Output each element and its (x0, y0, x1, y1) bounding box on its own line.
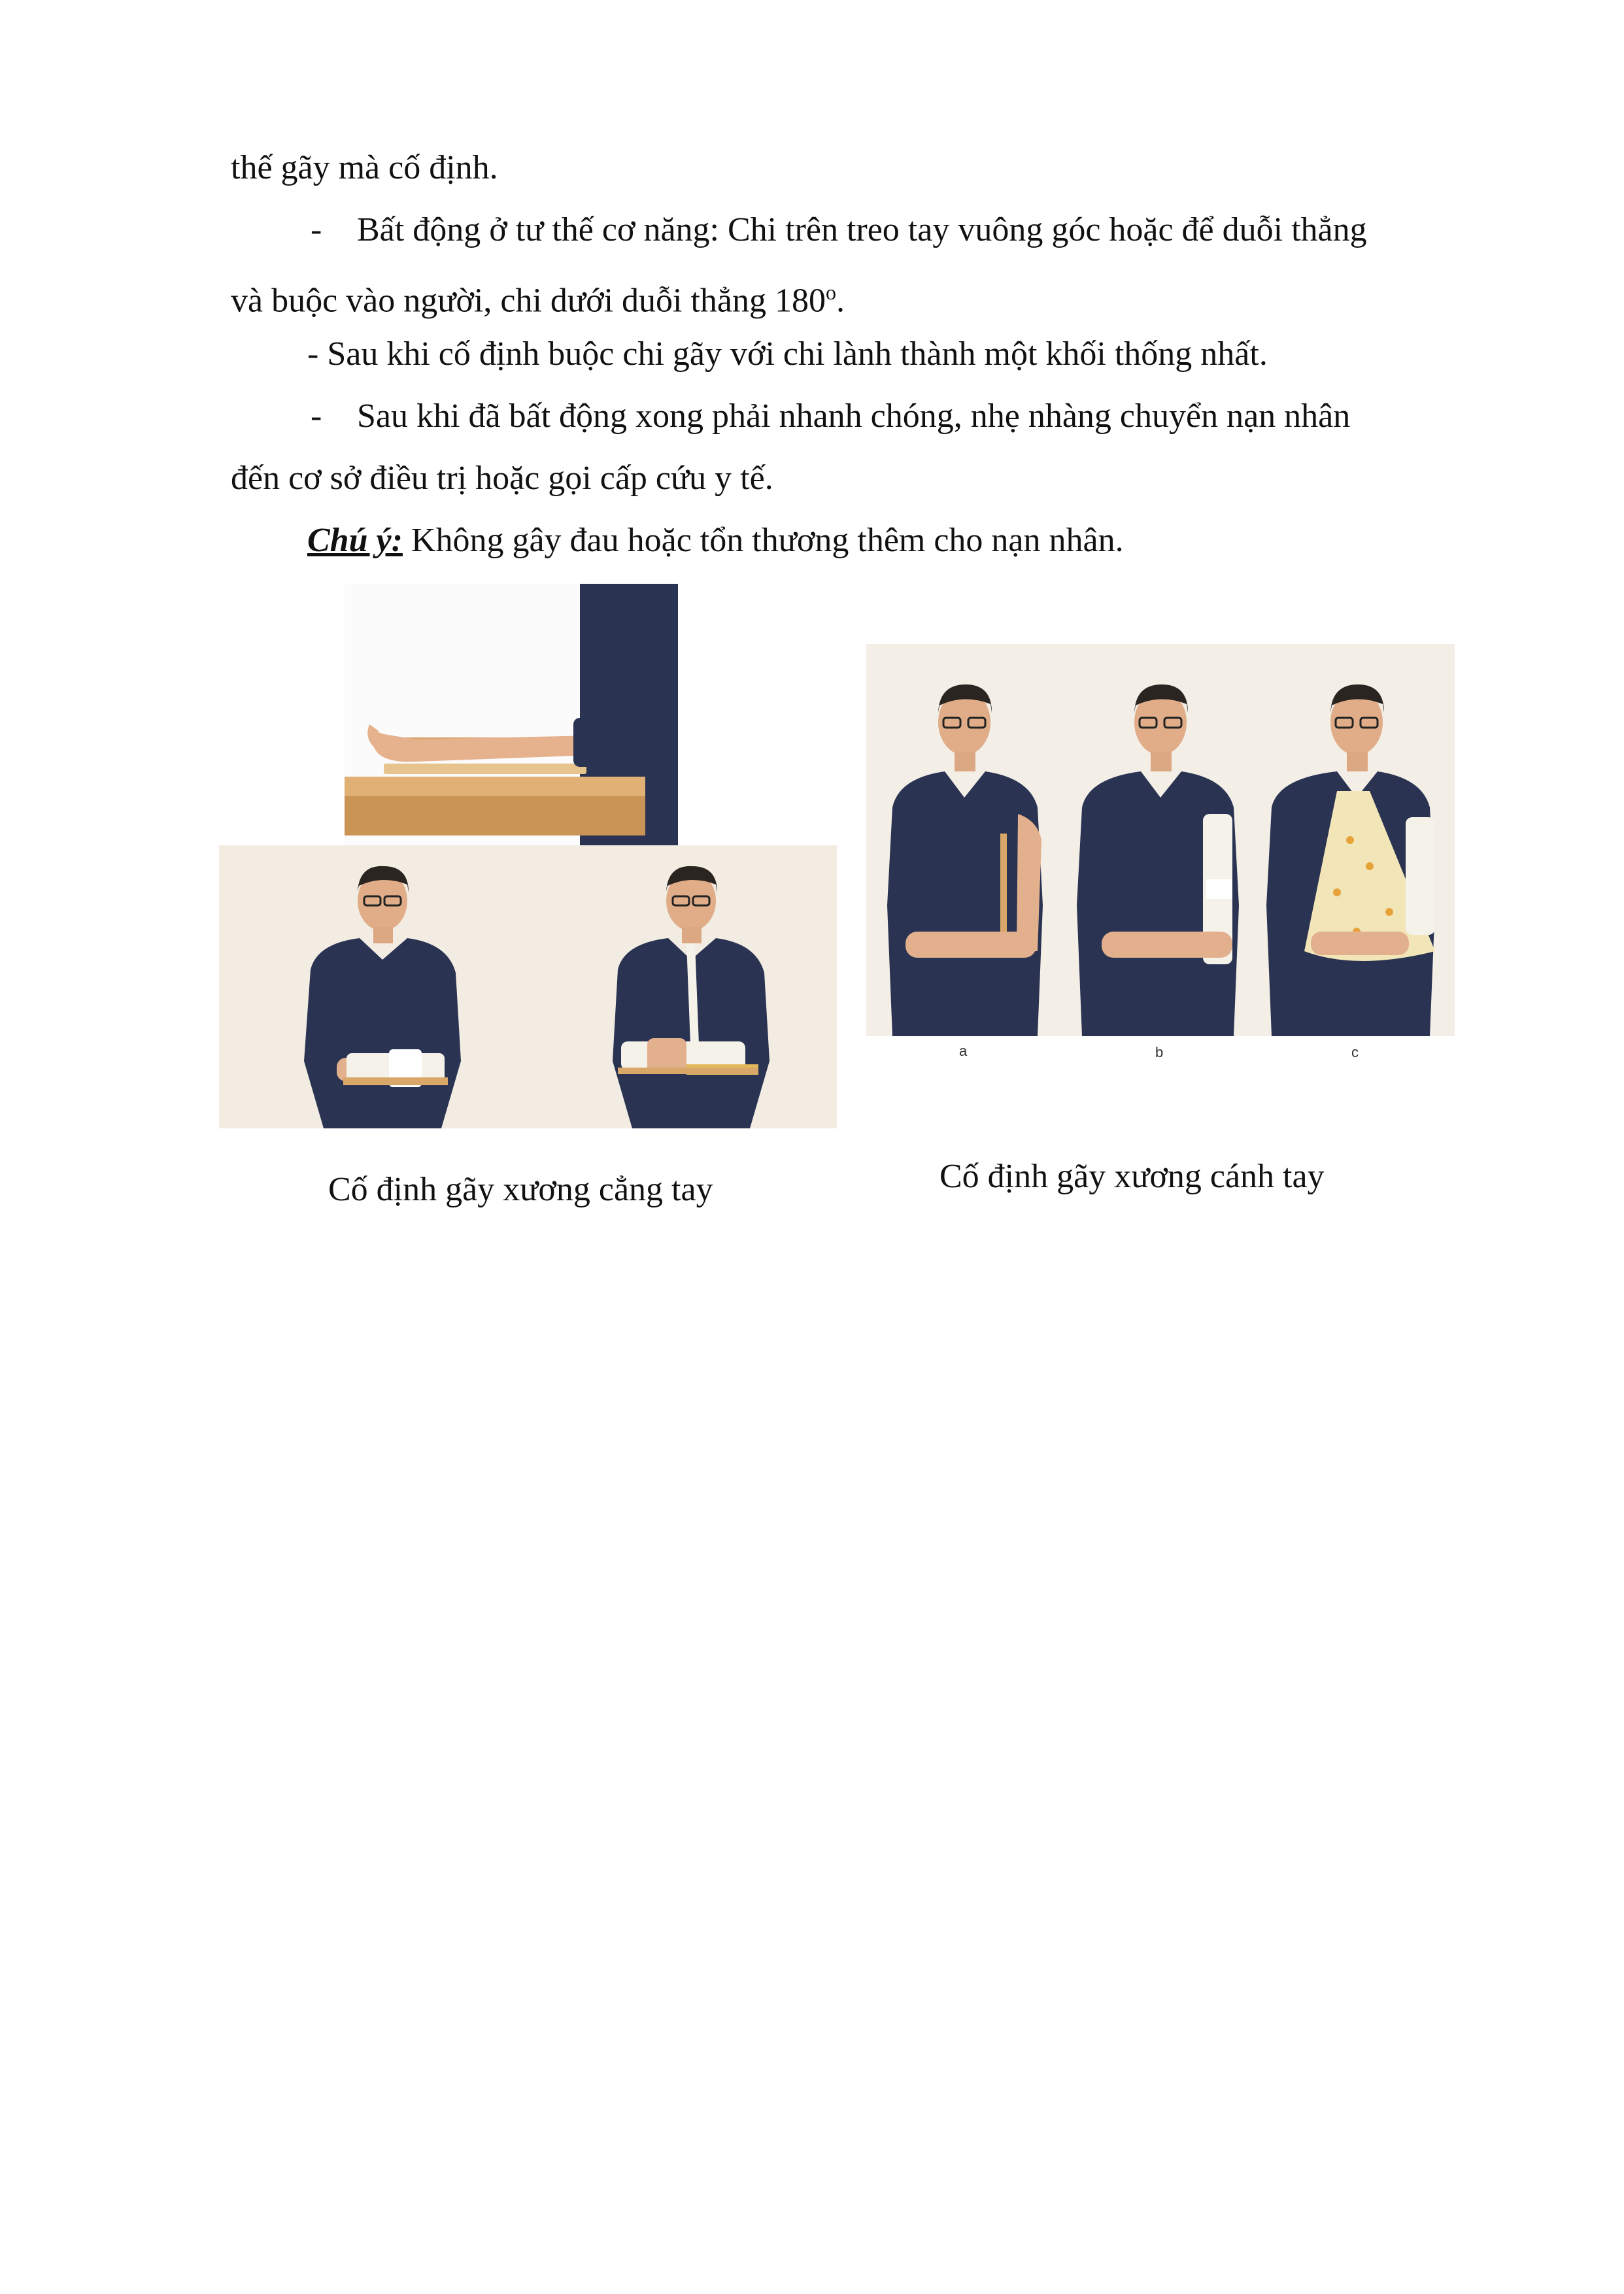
panel-c-person (1259, 644, 1455, 1036)
forearm-splint-illustration (345, 584, 678, 845)
bullet-dash: - (311, 397, 322, 435)
bullet-text: Bất động ở tư thế cơ năng: Chi trên treo tay vuông góc hoặc để duỗi thẳng (357, 211, 1367, 248)
bullet-dash: - (311, 211, 322, 248)
forearm-photo-2 (520, 845, 837, 1128)
panel-label-c: c (1351, 1044, 1359, 1060)
text-line-3 (231, 261, 1509, 331)
upper-arm-panel-b (1062, 644, 1259, 1036)
forearm-caption: Cố định gãy xương cẳng tay (328, 1171, 713, 1208)
degree-sup: o (826, 280, 836, 304)
text-line-1: thế gãy mà cố định. (231, 149, 498, 186)
panel-a-person (866, 644, 1062, 1036)
upper-arm-panel-a (866, 644, 1062, 1036)
upper-arm-panel-c (1259, 644, 1455, 1036)
note-line (307, 510, 1510, 571)
person-with-forearm-splint (219, 845, 520, 1128)
panel-b-person (1062, 644, 1259, 1036)
note-label: Chú ý: (307, 522, 403, 559)
upper-arm-panels (866, 644, 1455, 1060)
bullet-text: Sau khi đã bất động xong phải nhanh chóng, nhẹ nhàng chuyển nạn nhân (357, 397, 1351, 435)
person-with-forearm-sling (520, 845, 837, 1128)
forearm-photo-1 (219, 845, 520, 1128)
forearm-splint-photo (345, 584, 678, 845)
upper-arm-caption: Cố định gãy xương cánh tay (939, 1158, 1325, 1195)
panel-label-a: a (959, 1043, 968, 1059)
note-text: Không gây đau hoặc tổn thương thêm cho nạn nhân. (402, 522, 1124, 559)
panel-label-b: b (1155, 1044, 1164, 1060)
text-line-3-main: và buộc vào người, chi dưới duỗi thẳng 180 (231, 282, 826, 320)
text-line-3-end: . (836, 282, 845, 320)
text-line-6: đến cơ sở điều trị hoặc gọi cấp cứu y tế. (231, 460, 773, 497)
bullet-tie-limb: - Sau khi cố định buộc chi gãy với chi lành thành một khối thống nhất. (307, 335, 1268, 373)
